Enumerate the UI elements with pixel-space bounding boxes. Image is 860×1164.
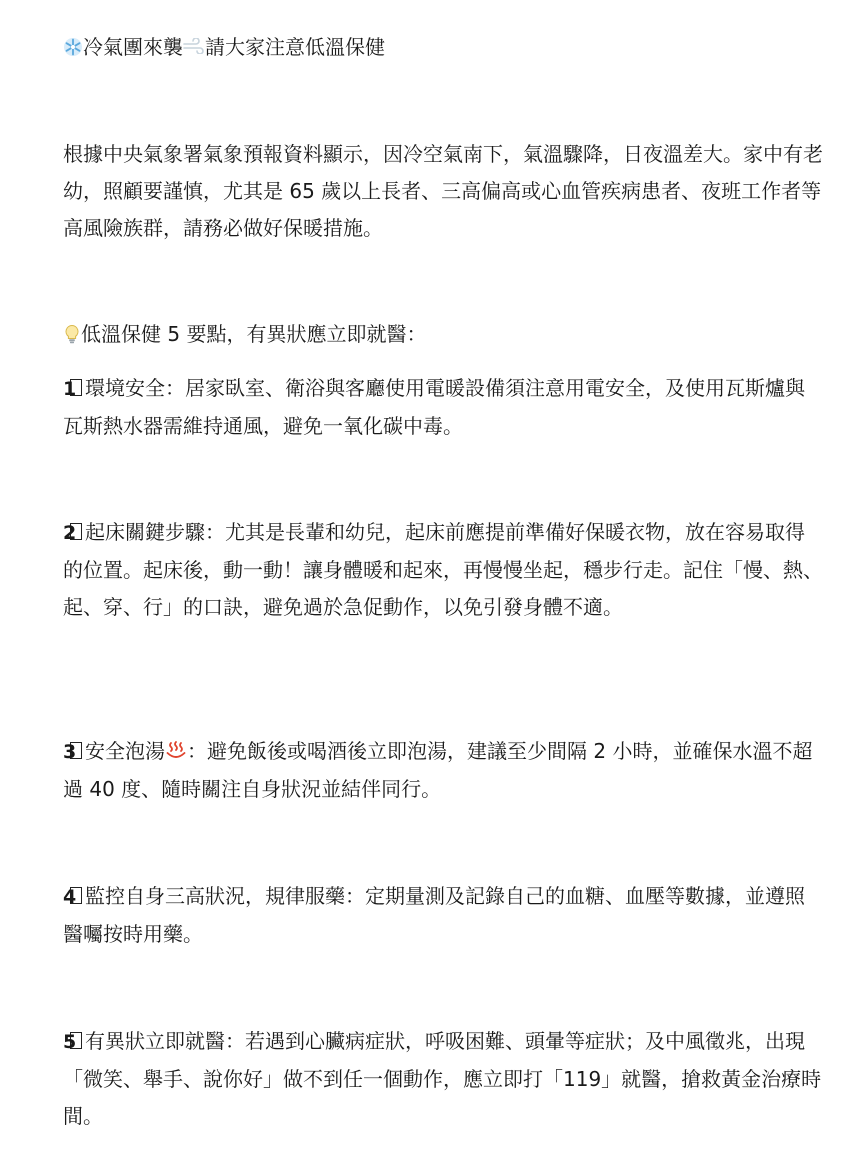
tip-item-title: 起床關鍵步驟： — [85, 520, 225, 544]
snowflake-icon — [63, 37, 83, 57]
tip-item-text: 居家臥室、衛浴與客廳使用電暖設備須注意用電安全，及使用瓦斯爐與瓦斯熱水器需維持通風，避免一氧化碳中毒。 — [63, 376, 805, 438]
tip-item-title: 安全泡湯 — [85, 739, 165, 763]
tip-item-4 — [63, 878, 823, 953]
tip-item-2 — [63, 514, 823, 626]
tip-item-title: 環境安全： — [85, 376, 185, 400]
tips-heading-text: 低溫保健 5 要點，有異狀應立即就醫： — [81, 322, 427, 346]
tip-item-1 — [63, 370, 823, 445]
keycap-number-icon: 2 — [63, 514, 85, 552]
tip-item-title: 監控自身三高狀況，規律服藥： — [85, 884, 365, 908]
tip-item-text: 尤其是長輩和幼兒，起床前應提前準備好保暖衣物，放在容易取得的位置。起床後，動一動！讓身體暖和起來，再慢慢坐起，穩步行走。記住「慢、熱、起、穿、行」的口訣，避免過於急促動作，以免引發身體不適。 — [63, 520, 823, 619]
tip-item-text: 定期量測及記錄自己的血糖、血壓等數據，並遵照醫囑按時用藥。 — [63, 884, 805, 946]
hot-springs-icon — [165, 741, 187, 761]
tip-item-5 — [63, 1023, 823, 1135]
tip-item-3 — [63, 733, 823, 808]
keycap-number-icon: 5 — [63, 1023, 85, 1061]
tip-item-text: 若遇到心臟病症狀，呼吸困難、頭暈等症狀；及中風徵兆，出現「微笑、舉手、說你好」做不到任一個動作，應立即打「119」就醫，搶救黃金治療時間。 — [63, 1029, 822, 1128]
title-text: 冷氣團來襲 — [83, 35, 183, 59]
keycap-number-icon: 1 — [63, 370, 85, 408]
light-bulb-icon — [63, 324, 81, 344]
post-title — [63, 32, 385, 62]
wind-icon — [183, 38, 205, 54]
tip-item-title: 有異狀立即就醫： — [85, 1029, 245, 1053]
tips-heading — [63, 316, 823, 353]
keycap-number-icon: 4 — [63, 878, 85, 916]
title-tail-text: 請大家注意低溫保健 — [205, 35, 385, 59]
intro-paragraph: 根據中央氣象署氣象預報資料顯示，因冷空氣南下，氣溫驟降，日夜溫差大。家中有老幼，照顧要謹慎，尤其是 65 歲以上長者、三高偏高或心血管疾病患者、夜班工作者等高風險族群，請務必做好保暖措施。 — [63, 142, 823, 240]
tip-item-text: ：避免飯後或喝酒後立即泡湯，建議至少間隔 2 小時，並確保水溫不超過 40 度、隨時關注自身狀況並結伴同行。 — [63, 739, 813, 801]
keycap-number-icon: 3 — [63, 733, 85, 771]
